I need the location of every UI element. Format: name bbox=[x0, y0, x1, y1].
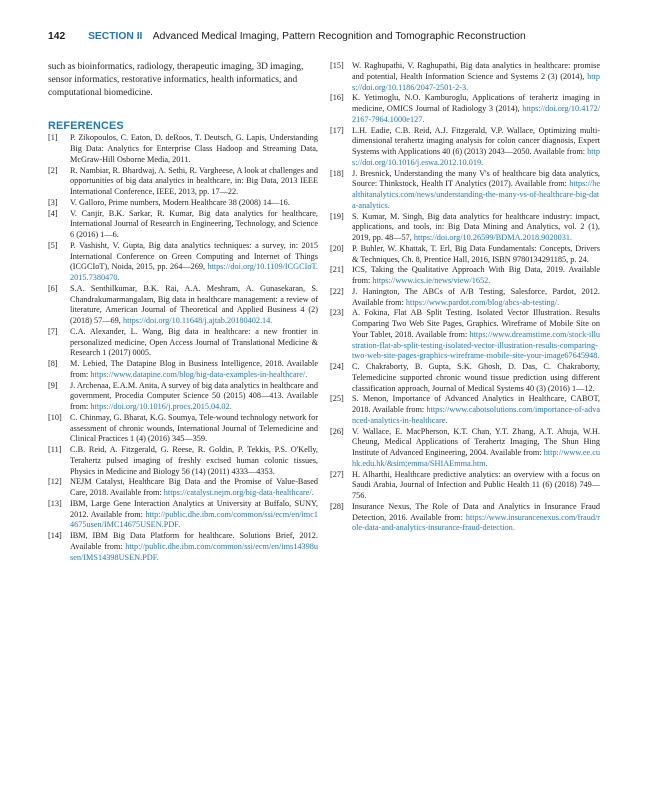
reference-number: [23] bbox=[330, 308, 344, 318]
reference-text: J. Archenaa, E.A.M. Anita, A survey of big data analytics in healthcare and government, Procedia Computer Science 50 (2015) 408—413. Available from: bbox=[70, 380, 318, 412]
reference-text: A. Fokina, Flat AB Split Testing. Isolated Vector Illustration. Results Comparing Two Web Site Pages, Graphics. Wireframe of Mobile Site on Your Tablet, 2018. Available from: bbox=[352, 308, 600, 339]
reference-link[interactable]: https://www.cabotsolutions.com/importance-of-advanced-analytics-in-healthcare. bbox=[352, 405, 600, 425]
reference-link[interactable]: https://www.dreamstime.com/stock-illustration-flat-ab-split-testing-isolated-vector-illustration-results-comparing-two-web-site-pages-graphics-wireframe-mobile-site-your-image67645948. bbox=[352, 329, 601, 361]
reference-entry bbox=[48, 241, 318, 284]
reference-link[interactable]: https://doi.org/10.1186/2047-2501-2-3. bbox=[352, 71, 601, 92]
reference-number: [16] bbox=[330, 93, 344, 103]
reference-entry bbox=[48, 413, 318, 445]
reference-number: [1] bbox=[48, 133, 58, 143]
reference-link[interactable]: https://doi.org/10.26599/BDMA.2018.9020031. bbox=[413, 233, 573, 242]
book-part-title: Advanced Medical Imaging, Pattern Recognition and Tomographic Reconstruction bbox=[152, 31, 526, 42]
reference-number: [22] bbox=[330, 286, 344, 296]
reference-list-left bbox=[48, 133, 318, 563]
reference-entry bbox=[330, 470, 600, 502]
reference-entry bbox=[48, 198, 318, 209]
reference-number: [5] bbox=[48, 240, 58, 250]
reference-text: P. Vashisht, V. Gupta, Big data analytics techniques: a survey, in: 2015 International Conference on Green Computing and Internet of Things (ICGCIoT), Noida, 2015, pp. 264—269, bbox=[70, 240, 318, 272]
right-column bbox=[330, 61, 600, 534]
left-column bbox=[48, 61, 318, 563]
reference-text: NEJM Catalyst, Healthcare Big Data and the Promise of Value-Based Care, 2018. Available from: bbox=[70, 477, 318, 498]
reference-text: J. Bresnick, Understanding the many V's of healthcare big data analytics, Source: Thinkstock, Health IT Analytics (2017). Available from: bbox=[352, 168, 600, 189]
running-header bbox=[48, 31, 604, 45]
reference-link[interactable]: http://public.dhe.ibm.com/common/ssi/ecm/en/ims14398usen/IMS14398USEN.PDF. bbox=[70, 541, 318, 562]
reference-text: ICS, Taking the Qualitative Approach With Big Data, 2019. Available from: bbox=[352, 265, 600, 285]
reference-text: P. Buhler, W. Khattak, T. Erl, Big Data Fundamentals: Concepts, Drivers & Techniques, Ch. 8, Prentice Hall, 2016, ISBN 9780134291185, p. 24. bbox=[352, 243, 600, 264]
reference-text: S. Menon, Importance of Advanced Analytics in Healthcare, CABOT, 2018. Available from: bbox=[352, 394, 600, 414]
reference-entry bbox=[330, 394, 600, 426]
reference-text: IBM, Large Gene Interaction Analytics at University at Buffalo, SUNY, 2012. Available from: bbox=[70, 498, 318, 519]
reference-entry bbox=[330, 126, 600, 169]
reference-text: V. Wallace, E. MacPherson, K.T. Chan, Y.T. Zhang, A.T. Ahuja, W.H. Cheung, Medical Applications of Terahertz Imaging, The Shun Hing Institute of Advanced Engineering, 2004. Available from: bbox=[352, 426, 600, 457]
reference-number: [15] bbox=[330, 61, 344, 70]
reference-entry bbox=[48, 359, 318, 381]
reference-link[interactable]: https://www.insurancenexus.com/fraud/role-data-and-analytics-insurance-fraud-detection. bbox=[352, 512, 601, 533]
reference-text: K. Yetimoglu, N.O. Kamburoglu, Applications of terahertz imaging in medicine, OMICS Journal of Radiology 3 (2014), bbox=[352, 93, 600, 113]
reference-text: V. Canjir, B.K. Sarkar, R. Kumar, Big data analytics for healthcare, International Journal of Research in Engineering, Technology, and Science 6 (2016) 1—6. bbox=[70, 208, 318, 240]
reference-number: [27] bbox=[330, 469, 344, 479]
reference-entry bbox=[48, 166, 318, 198]
reference-text: W. Raghupathi, V. Raghupathi, Big data analytics in healthcare: promise and potential, Health Information Science and Systems 2 (3) (2014), bbox=[352, 61, 600, 81]
reference-link[interactable]: http://www.ee.cuhk.edu.hk/&sim;emma/SHIAEmma.htm. bbox=[352, 448, 600, 468]
reference-text: L.H. Eadie, C.B. Reid, A.J. Fitzgerald, V.P. Wallace, Optimizing multi-dimensional terahertz imaging analysis for colon cancer diagnosis, Expert Systems with Applications 40 (6) (2013) 2043—2050. Available from: bbox=[352, 125, 600, 156]
reference-entry bbox=[330, 362, 600, 394]
reference-text: S. Kumar, M. Singh, Big data analytics for healthcare industry: impact, applications, and tools, in: Big Data Mining and Analytics, vol. 2 (1), 2019, pp. 48—57, bbox=[352, 211, 600, 242]
reference-number: [7] bbox=[48, 326, 58, 336]
reference-link[interactable]: https://doi.org/10.11648/j.ajtab.20180402.14. bbox=[122, 316, 273, 326]
reference-entry bbox=[330, 502, 600, 534]
reference-link[interactable]: https://doi.org/10.1016/j.eswa.2012.10.019. bbox=[352, 147, 601, 167]
section-label: SECTION II bbox=[88, 31, 143, 42]
reference-entry bbox=[48, 531, 318, 563]
reference-entry bbox=[48, 499, 318, 531]
reference-link[interactable]: https://healthitanalytics.com/news/understanding-the-many-vs-of-healthcare-big-data-analytics. bbox=[352, 179, 600, 210]
reference-link[interactable]: https://doi.org/10.4172/2167-7964.1000e127. bbox=[352, 104, 601, 124]
reference-entry bbox=[330, 287, 600, 309]
reference-text: C.A. Alexander, L. Wang, Big data in healthcare: a new frontier in personalized medicine, Open Access Journal of Translational Medicine & Research 1 (2017) 0005. bbox=[70, 326, 318, 358]
reference-number: [12] bbox=[48, 477, 62, 487]
reference-text: C.B. Reid, A. Fitzgerald, G. Reese, R. Goldin, P. Tekkis, P.S. O'Kelly, Terahertz pulsed imaging of freshly excised human colonic tissues, Physics in Medicine and Biology 56 (14) (2011) 4333—4353. bbox=[70, 445, 318, 476]
reference-number: [18] bbox=[330, 168, 344, 178]
reference-link[interactable]: https://www.pardot.com/blog/abcs-ab-testing/. bbox=[405, 297, 560, 307]
page-number: 142 bbox=[48, 31, 66, 42]
reference-entry bbox=[330, 244, 600, 266]
reference-entry bbox=[48, 445, 318, 477]
reference-entry bbox=[330, 169, 600, 212]
reference-link[interactable]: https://www.datapine.com/blog/big-data-examples-in-healthcare/. bbox=[90, 369, 308, 379]
references-heading: REFERENCES bbox=[48, 119, 124, 132]
reference-text: M. Lebied, The Datapine Blog in Business Intelligence, 2018. Available from: bbox=[70, 359, 318, 379]
reference-entry bbox=[48, 477, 318, 499]
reference-link[interactable]: https://doi.org/10.1016/j.procs.2015.04.02. bbox=[90, 402, 232, 412]
reference-link[interactable]: http://public.dhe.ibm.com/common/ssi/ecm/en/imc14675usen/IMC14675USEN.PDF. bbox=[70, 509, 318, 530]
reference-link[interactable]: https://doi.org/10.1109/ICGCIoT.2015.7380470. bbox=[70, 262, 318, 283]
reference-entry bbox=[330, 61, 600, 93]
reference-number: [3] bbox=[48, 197, 58, 207]
reference-number: [20] bbox=[330, 243, 344, 253]
reference-link[interactable]: https://www.ics.ie/news/view/1652. bbox=[372, 276, 491, 285]
reference-number: [11] bbox=[48, 445, 62, 455]
reference-number: [10] bbox=[48, 412, 62, 422]
reference-entry bbox=[330, 212, 600, 244]
reference-entry bbox=[48, 284, 318, 327]
reference-text: S.A. Senthilkumar, B.K. Rai, A.A. Meshram, A. Gunasekaran, S. Chandrakumarmangalam, Big data in healthcare management: a review of literature, American Journal of Theoretical and Applied Business 4 (2) (2018) 57—69, bbox=[70, 283, 318, 326]
reference-number: [8] bbox=[48, 359, 58, 369]
reference-number: [28] bbox=[330, 501, 344, 511]
intro-paragraph: such as bioinformatics, radiology, therapeutic imaging, 3D imaging, sensor informatics, restorative informatics, health informatics, and computational biomedicine. bbox=[48, 62, 304, 99]
reference-number: [17] bbox=[330, 125, 344, 135]
reference-number: [21] bbox=[330, 265, 344, 275]
reference-number: [9] bbox=[48, 380, 58, 390]
reference-entry bbox=[48, 209, 318, 241]
reference-number: [19] bbox=[330, 211, 344, 221]
reference-text: R. Nambiar, R. Bhardwaj, A. Sethi, R. Vargheese, A look at challenges and opportunities of big data analytics in healthcare, in: Big Data, 2013 IEEE International Conference, IEEE, 2013, pp. 17—22. bbox=[70, 165, 318, 197]
reference-text: Insurance Nexus, The Role of Data and Analytics in Insurance Fraud Detection, 2016. Available from: bbox=[352, 501, 600, 522]
reference-text: IBM, IBM Big Data Platform for healthcare. Solutions Brief, 2012. Available from: bbox=[70, 531, 318, 551]
reference-entry bbox=[48, 133, 318, 165]
reference-number: [2] bbox=[48, 165, 58, 175]
reference-link[interactable]: https://catalyst.nejm.org/big-data-healthcare/. bbox=[163, 488, 314, 498]
reference-text: H. Alharthi, Healthcare predictive analytics: an overview with a focus on Saudi Arabia, Journal of Infection and Public Health 11 (6) (2018) 749—756. bbox=[352, 469, 600, 500]
reference-entry bbox=[48, 327, 318, 359]
reference-number: [4] bbox=[48, 208, 58, 218]
reference-text: C. Chakraborty, B. Gupta, S.K. Ghosh, D. Das, C. Chakraborty, Telemedicine supported chronic wound tissue prediction using different classification approach, Journal of Medical Systems 40 (3) (2016) 1—12. bbox=[352, 362, 600, 393]
reference-text: P. Zikopoulos, C. Eaton, D. deRoos, T. Deutsch, G. Lapis, Understanding Big Data: Analytics for Enterprise Class Hadoop and Streaming Data, McGraw-Hill Osborne Media, 2011. bbox=[70, 133, 318, 164]
reference-number: [25] bbox=[330, 394, 344, 404]
reference-text: C. Chinmay, G. Bharat, K.G. Soumya, Tele-wound technology network for assessment of chronic wounds, International Journal of Telemedicine and Clinical Practices 1 (4) (2016) 345—359. bbox=[70, 412, 318, 444]
reference-entry bbox=[330, 308, 600, 362]
reference-text: V. Galloro, Prime numbers, Modern Healthcare 38 (2008) 14—16. bbox=[70, 197, 290, 207]
reference-list-right bbox=[330, 61, 600, 534]
reference-text: J. Hanington, The ABCs of A/B Testing, Salesforce, Pardot, 2012. Available from: bbox=[352, 286, 600, 307]
reference-entry bbox=[48, 381, 318, 413]
reference-entry bbox=[330, 427, 600, 470]
reference-number: [13] bbox=[48, 498, 62, 508]
reference-number: [6] bbox=[48, 283, 58, 293]
reference-number: [24] bbox=[330, 362, 344, 371]
reference-number: [26] bbox=[330, 426, 344, 436]
reference-number: [14] bbox=[48, 531, 62, 541]
reference-entry bbox=[330, 93, 600, 125]
reference-entry bbox=[330, 265, 600, 287]
